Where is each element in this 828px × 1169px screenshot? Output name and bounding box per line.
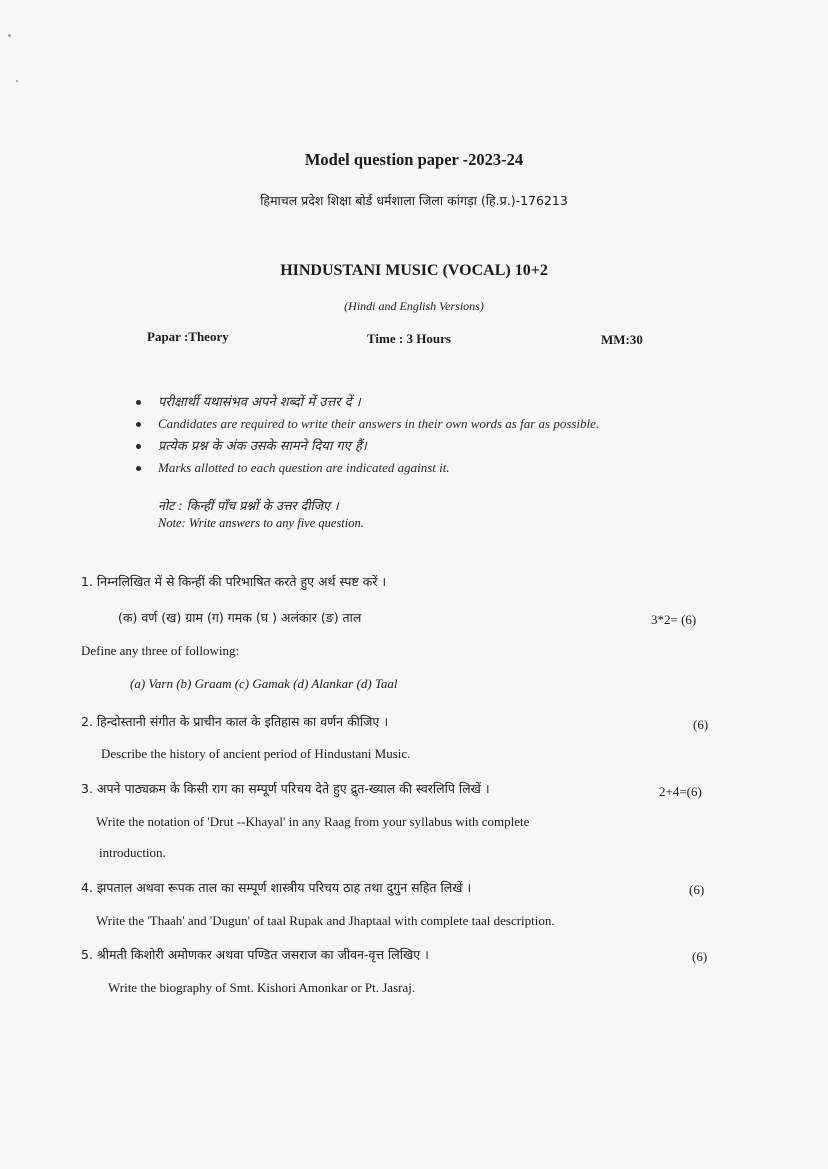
bullet-icon (136, 422, 141, 427)
question-2-english: Describe the history of ancient period of Hindustani Music. (101, 746, 411, 761)
question-4-hindi: 4. झपताल अथवा रूपक ताल का सम्पूर्ण शास्त्रीय परिचय ठाह तथा दुगुन सहित लिखें । (81, 880, 472, 895)
question-3-hindi: 3. अपने पाठ्यक्रम के किसी राग का सम्पूर्ण परिचय देते हुए द्रुत-ख्याल की स्वरलिपि लिखें । (81, 781, 490, 796)
versions-note: (Hindi and English Versions) (344, 299, 484, 313)
question-1-hindi: 1. निम्नलिखित में से किन्हीं की परिभाषित करते हुए अर्थ स्पष्ट करें । (81, 574, 387, 589)
question-1-english: Define any three of following: (81, 643, 240, 658)
question-3-marks: 2+4=(6) (659, 784, 702, 799)
paper-type: Papar :Theory (147, 329, 229, 344)
question-5-marks: (6) (692, 949, 708, 964)
paper-title: Model question paper -2023-24 (304, 150, 524, 169)
bullet-icon (136, 466, 141, 471)
scan-speck (8, 34, 11, 37)
instruction-item: प्रत्येक प्रश्न के अंक उसके सामने दिया गए हैं। (132, 437, 772, 459)
question-2-hindi: 2. हिन्दोस्तानी संगीत के प्राचीन काल के इतिहास का वर्णन कीजिए । (81, 714, 389, 729)
question-4-english: Write the 'Thaah' and 'Dugun' of taal Rupak and Jhaptaal with complete taal description. (96, 913, 555, 928)
question-4-marks: (6) (689, 882, 705, 897)
question-5-hindi: 5. श्रीमती किशोरी अमोणकर अथवा पण्डित जसराज का जीवन-वृत्त लिखिए । (81, 947, 429, 962)
instructions-list (132, 393, 772, 481)
question-3-english-line-2: introduction. (99, 845, 166, 860)
question-2-marks: (6) (693, 717, 709, 732)
exam-time: Time : 3 Hours (367, 331, 451, 346)
note-hindi: नोट : किन्हीं पाँच प्रश्नों के उत्तर दीजिए । (158, 498, 339, 513)
board-name: हिमाचल प्रदेश शिक्षा बोर्ड धर्मशाला जिला कांगड़ा (हि.प्र.)-176213 (260, 193, 568, 208)
question-1-english-options: (a) Varn (b) Graam (c) Gamak (d) Alankar (d) Taal (130, 676, 398, 691)
bullet-icon (136, 444, 141, 449)
scan-speck (16, 80, 18, 82)
instruction-item: Candidates are required to write their answers in their own words as far as possible. (132, 415, 772, 437)
question-3-english-line-1: Write the notation of 'Drut --Khayal' in any Raag from your syllabus with complete (96, 814, 530, 829)
note-english: Note: Write answers to any five question. (158, 516, 364, 530)
subject-title: HINDUSTANI MUSIC (VOCAL) 10+2 (280, 262, 548, 279)
question-1-hindi-options: (क) वर्ण (ख) ग्राम (ग) गमक (घ ) अलंकार (ङ) ताल (118, 610, 362, 625)
max-marks: MM:30 (601, 332, 643, 347)
instruction-item: परीक्षार्थी यथासंभव अपने शब्दों में उत्तर दें । (132, 393, 772, 415)
question-1-marks: 3*2= (6) (651, 612, 697, 627)
question-5-english: Write the biography of Smt. Kishori Amonkar or Pt. Jasraj. (108, 980, 416, 995)
bullet-icon (136, 400, 141, 405)
instruction-item: Marks allotted to each question are indicated against it. (132, 459, 772, 481)
